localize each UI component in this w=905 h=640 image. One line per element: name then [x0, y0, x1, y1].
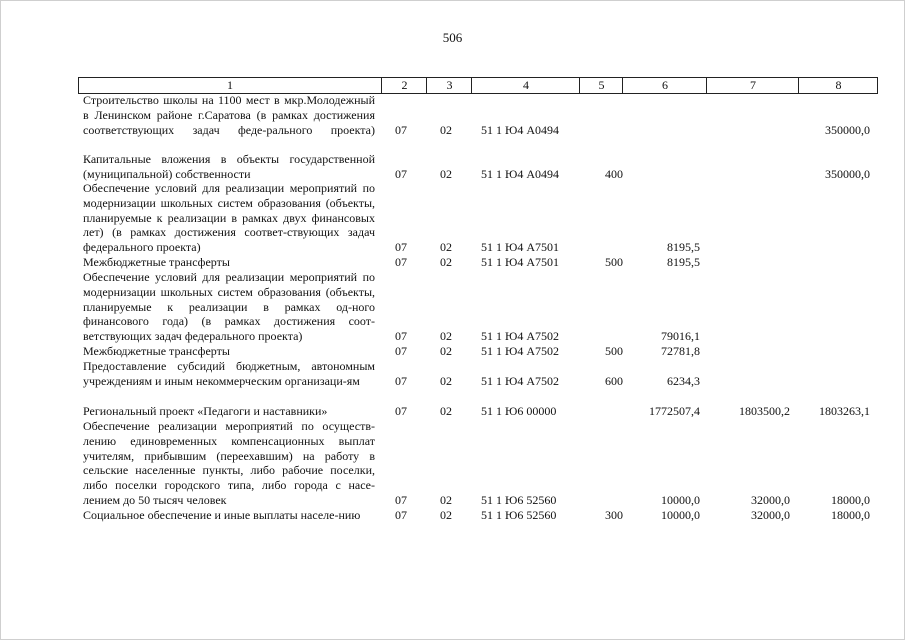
cell-expense-type: 300	[605, 508, 623, 522]
cell-subsection: 02	[440, 122, 452, 137]
cell-section: 07	[395, 373, 407, 388]
header-col-1: 1	[227, 78, 233, 92]
cell-target-code: 51 1 Ю4 А7502	[481, 373, 559, 388]
cell-subsection: 02	[440, 508, 452, 522]
cell-section: 07	[395, 508, 407, 522]
header-col-8: 8	[798, 78, 878, 93]
table-row	[83, 404, 878, 419]
cell-amount-col6: 8195,5	[667, 255, 700, 269]
header-col-6: 6	[622, 78, 707, 93]
cell-section: 07	[395, 344, 407, 358]
cell-subsection: 02	[440, 329, 452, 344]
cell-subsection: 02	[440, 255, 452, 269]
cell-expense-type: 500	[605, 344, 623, 358]
cell-target-code: 51 1 Ю4 А7501	[481, 255, 559, 269]
table-row	[83, 508, 878, 523]
row-description: Межбюджетные трансферты	[83, 255, 230, 269]
cell-section: 07	[395, 329, 407, 344]
cell-target-code: 51 1 Ю4 А7502	[481, 344, 559, 358]
table-row	[83, 344, 878, 359]
header-col-4: 4	[471, 78, 580, 93]
cell-target-code: 51 1 Ю4 А7501	[481, 240, 559, 255]
cell-target-code: 51 1 Ю4 А0494	[481, 122, 559, 137]
table-row	[83, 419, 878, 508]
cell-amount-col7: 32000,0	[751, 492, 790, 507]
cell-amount-col8: 350000,0	[825, 166, 870, 181]
row-description: Обеспечение условий для реализации мероприятий по модернизации школьных систем образования (объекты, планируемые к реализации в рамках двух финансовых лет) (в рамках достижения соответ-ствующих задач федерального проекта)	[83, 181, 375, 255]
cell-section: 07	[395, 166, 407, 181]
cell-subsection: 02	[440, 166, 452, 181]
row-description: Капитальные вложения в объекты государственной (муниципальной) собственности	[83, 152, 375, 181]
table-header-row	[78, 77, 878, 94]
cell-target-code: 51 1 Ю6 52560	[481, 492, 557, 507]
cell-section: 07	[395, 122, 407, 137]
cell-target-code: 51 1 Ю6 52560	[481, 508, 557, 522]
cell-section: 07	[395, 404, 407, 418]
row-description: Строительство школы на 1100 мест в мкр.Молодежный в Ленинском районе г.Саратова (в рамках достижения соответствующих задач феде-рального проекта)	[83, 93, 375, 137]
cell-amount-col6: 6234,3	[667, 373, 700, 388]
table-row	[83, 152, 878, 182]
cell-amount-col6: 8195,5	[667, 240, 700, 255]
cell-target-code: 51 1 Ю4 А0494	[481, 166, 559, 181]
cell-subsection: 02	[440, 404, 452, 418]
cell-amount-col8: 350000,0	[825, 122, 870, 137]
cell-section: 07	[395, 240, 407, 255]
row-description: Предоставление субсидий бюджетным, автономным учреждениям и иным некоммерческим организаци-ям	[83, 359, 375, 388]
cell-amount-col8: 1803263,1	[819, 404, 870, 418]
cell-subsection: 02	[440, 373, 452, 388]
cell-amount-col8: 18000,0	[831, 492, 870, 507]
cell-expense-type: 400	[605, 166, 623, 181]
cell-amount-col6: 79016,1	[661, 329, 700, 344]
table-row	[83, 255, 878, 270]
table-row	[83, 270, 878, 344]
table-row	[83, 93, 878, 137]
row-description: Межбюджетные трансферты	[83, 344, 230, 358]
row-description: Обеспечение реализации мероприятий по осуществ-лению единовременных компенсационных выплат учителям, прибывшим (переехавшим) на работу в сельские населенные пункты, либо рабочие поселки, либо поселки городского типа, либо города с насе-лением до 50 тысяч человек	[83, 419, 375, 507]
header-col-3: 3	[426, 78, 472, 93]
cell-amount-col6: 72781,8	[661, 344, 700, 358]
cell-amount-col8: 18000,0	[831, 508, 870, 522]
cell-subsection: 02	[440, 492, 452, 507]
cell-target-code: 51 1 Ю6 00000	[481, 404, 557, 418]
header-col-2: 2	[381, 78, 427, 93]
cell-subsection: 02	[440, 344, 452, 358]
cell-amount-col6: 1772507,4	[649, 404, 700, 418]
row-description: Региональный проект «Педагоги и наставники»	[83, 404, 328, 418]
table-row	[83, 181, 878, 255]
row-description: Социальное обеспечение и иные выплаты населе-нию	[83, 508, 361, 522]
table-row	[83, 359, 878, 389]
cell-expense-type: 500	[605, 255, 623, 269]
row-description: Обеспечение условий для реализации мероприятий по модернизации школьных систем образования (объекты, планируемые к реализации в рамках од-ного финансового года) (в рамках достижения соот-ветствующих задач федерального проекта)	[83, 270, 375, 344]
cell-section: 07	[395, 255, 407, 269]
cell-target-code: 51 1 Ю4 А7502	[481, 329, 559, 344]
cell-amount-col7: 1803500,2	[739, 404, 790, 418]
page-number: 506	[442, 30, 463, 45]
cell-subsection: 02	[440, 240, 452, 255]
cell-expense-type: 600	[605, 373, 623, 388]
cell-amount-col7: 32000,0	[751, 508, 790, 522]
header-col-5: 5	[579, 78, 623, 93]
header-col-7: 7	[706, 78, 799, 93]
cell-amount-col6: 10000,0	[661, 492, 700, 507]
cell-section: 07	[395, 492, 407, 507]
cell-amount-col6: 10000,0	[661, 508, 700, 522]
